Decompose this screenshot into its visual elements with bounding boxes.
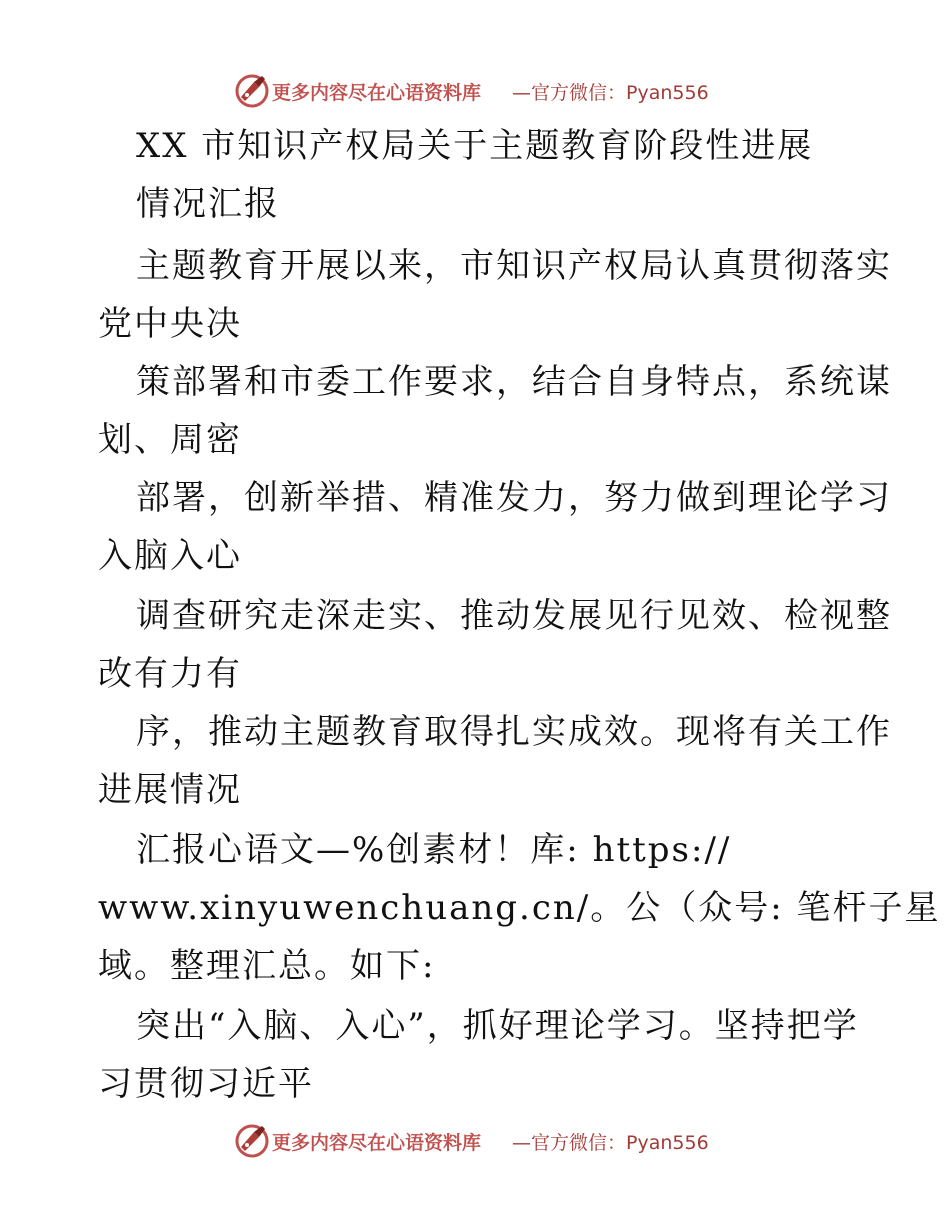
banner-wechat: —官方微信：Pyan556 [512,82,709,104]
doc-line: 改有力有 [98,654,242,694]
banner-slogan: 更多内容尽在心语资料库 [272,82,482,104]
doc-line: 主题教育开展以来，市知识产权局认真贯彻落实 [136,246,892,286]
pen-nib-logo-icon [232,1120,272,1160]
doc-line: 域。整理汇总。如下: [98,946,436,986]
doc-line: 进展情况 [98,770,242,810]
doc-line: 序，推动主题教育取得扎实成效。现将有关工作 [136,712,892,752]
banner-wechat: —官方微信：Pyan556 [512,1132,709,1154]
doc-title-line-2: 情况汇报 [136,184,280,224]
header-banner[interactable] [0,70,950,110]
pen-nib-logo-icon [232,70,272,110]
footer-banner[interactable] [0,1120,950,1160]
doc-line: 策部署和市委工作要求，结合自身特点，系统谋 [136,362,892,402]
doc-line: 入脑入心 [98,536,242,576]
doc-line: 调查研究走深走实、推动发展见行见效、检视整 [136,596,892,636]
doc-line: 习贯彻习近平 [98,1064,314,1104]
doc-line: 部署，创新举措、精准发力，努力做到理论学习 [136,478,892,518]
doc-title-line-1: XX 市知识产权局关于主题教育阶段性进展 [136,126,814,166]
banner-slogan: 更多内容尽在心语资料库 [272,1132,482,1154]
doc-line: 党中央决 [98,304,242,344]
doc-line: 划、周密 [98,420,242,460]
doc-line: 突出“入脑、入心”，抓好理论学习。坚持把学 [136,1006,859,1046]
doc-line-url: www.xinyuwenchuang.cn/。公（众号: 笔杆子星 [98,888,941,928]
doc-line: 汇报心语文—%创素材！库: https:// [136,830,732,870]
